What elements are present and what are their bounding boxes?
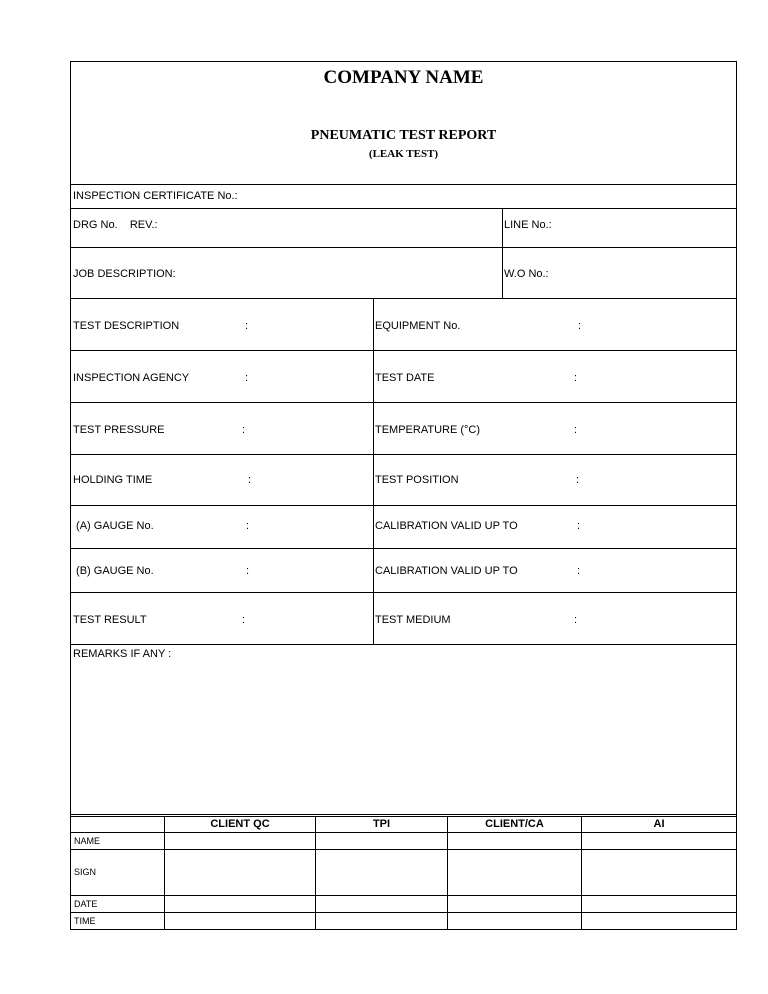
gauge-b-label: (B) GAUGE No. bbox=[73, 565, 154, 577]
temperature-label: TEMPERATURE (°C) bbox=[375, 424, 481, 436]
remarks-label: REMARKS IF ANY : bbox=[73, 648, 172, 660]
divider bbox=[71, 548, 736, 549]
divider bbox=[315, 816, 316, 929]
divider bbox=[71, 247, 736, 248]
test-position-label: TEST POSITION bbox=[375, 474, 459, 486]
colon: : bbox=[578, 320, 582, 332]
colon: : bbox=[246, 565, 250, 577]
colon: : bbox=[574, 614, 578, 626]
divider bbox=[71, 298, 736, 299]
colon: : bbox=[248, 474, 252, 486]
inspection-certificate-label: INSPECTION CERTIFICATE No.: bbox=[73, 190, 238, 202]
test-pressure-label: TEST PRESSURE bbox=[73, 424, 165, 436]
company-name: COMPANY NAME bbox=[323, 67, 484, 88]
divider bbox=[71, 208, 736, 209]
colon: : bbox=[574, 372, 578, 384]
divider bbox=[71, 816, 736, 817]
calibration-a-label: CALIBRATION VALID UP TO bbox=[375, 520, 518, 532]
divider bbox=[373, 298, 374, 644]
colon: : bbox=[246, 520, 250, 532]
inspection-agency-label: INSPECTION AGENCY bbox=[73, 372, 190, 384]
colon: : bbox=[577, 520, 581, 532]
colon: : bbox=[245, 320, 249, 332]
colon: : bbox=[242, 614, 246, 626]
sig-row-name: NAME bbox=[74, 836, 101, 846]
calibration-b-label: CALIBRATION VALID UP TO bbox=[375, 565, 518, 577]
divider bbox=[71, 644, 736, 645]
sig-col-client-qc: CLIENT QC bbox=[210, 818, 270, 830]
divider bbox=[71, 895, 736, 896]
equipment-no-label: EQUIPMENT No. bbox=[375, 320, 461, 332]
divider bbox=[71, 402, 736, 403]
sig-row-time: TIME bbox=[74, 916, 96, 926]
divider bbox=[71, 592, 736, 593]
divider bbox=[71, 814, 736, 815]
report-subtitle: (LEAK TEST) bbox=[368, 148, 439, 160]
divider bbox=[502, 208, 503, 298]
sig-col-tpi: TPI bbox=[372, 818, 391, 830]
divider bbox=[71, 184, 736, 185]
divider bbox=[581, 816, 582, 929]
test-description-label: TEST DESCRIPTION bbox=[73, 320, 180, 332]
drg-no-label: DRG No. REV.: bbox=[73, 219, 158, 231]
divider bbox=[71, 505, 736, 506]
colon: : bbox=[577, 565, 581, 577]
sig-col-client-ca: CLIENT/CA bbox=[485, 818, 544, 830]
colon: : bbox=[576, 474, 580, 486]
colon: : bbox=[245, 372, 249, 384]
divider bbox=[71, 454, 736, 455]
divider bbox=[71, 350, 736, 351]
divider bbox=[71, 832, 736, 833]
test-report-form bbox=[70, 61, 737, 930]
gauge-a-label: (A) GAUGE No. bbox=[73, 520, 154, 532]
colon: : bbox=[242, 424, 246, 436]
report-title: PNEUMATIC TEST REPORT bbox=[310, 128, 497, 143]
divider bbox=[71, 912, 736, 913]
divider bbox=[447, 816, 448, 929]
sig-row-date: DATE bbox=[74, 899, 98, 909]
sig-row-sign: SIGN bbox=[74, 867, 97, 877]
divider bbox=[71, 849, 736, 850]
sig-col-ai: AI bbox=[653, 818, 665, 830]
holding-time-label: HOLDING TIME bbox=[73, 474, 153, 486]
divider bbox=[164, 816, 165, 929]
colon: : bbox=[574, 424, 578, 436]
test-date-label: TEST DATE bbox=[375, 372, 435, 384]
line-no-label: LINE No.: bbox=[504, 219, 552, 231]
job-description-label: JOB DESCRIPTION: bbox=[73, 268, 176, 280]
test-result-label: TEST RESULT bbox=[73, 614, 147, 626]
wo-no-label: W.O No.: bbox=[504, 268, 549, 280]
test-medium-label: TEST MEDIUM bbox=[375, 614, 451, 626]
